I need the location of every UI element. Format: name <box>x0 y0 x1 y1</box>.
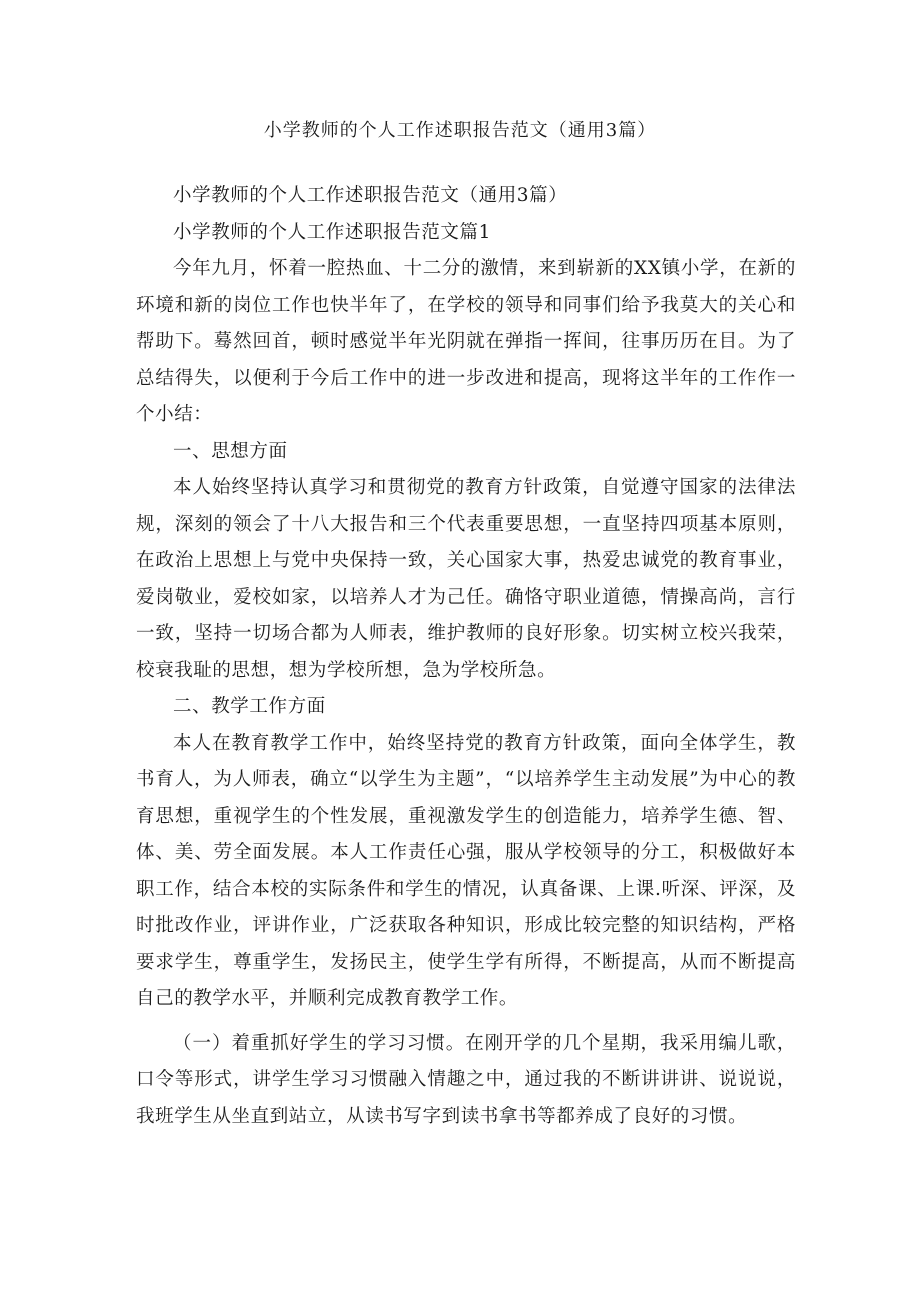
document-title: 小学教师的个人工作述职报告范文（通用3篇） <box>263 120 657 141</box>
body-paragraph: （一）着重抓好学生的学习习惯。在刚开学的几个星期，我采用编儿歌，口令等形式，讲学生学习习惯融入情趣之中，通过我的不断讲讲讲、说说说，我班学生从坐直到站立，从读书写字到读书拿书等都养成了良好的习惯。 <box>136 1032 796 1127</box>
body-paragraph: 本人始终坚持认真学习和贯彻党的教育方针政策，自觉遵守国家的法律法规，深刻的领会了十八大报告和三个代表重要思想，一直坚持四项基本原则，在政治上思想上与党中央保持一致，关心国家大事，热爱忠诚党的教育事业，爱岗敬业，爱校如家，以培养人才为己任。确恪守职业道德，情操高尚，言行一致，坚持一切场合都为人师表，维护教师的良好形象。切实树立校兴我荣，校衰我耻的思想，想为学校所想，急为学校所急。 <box>136 477 796 681</box>
section-heading-thought: 一、思想方面 <box>173 440 288 462</box>
section-heading-teaching: 二、教学工作方面 <box>173 696 326 717</box>
document-body <box>136 178 796 1135</box>
body-paragraph: 本人在教育教学工作中，始终坚持党的教育方针政策，面向全体学生，教书育人，为人师表，确立“以学生为主题”，“以培养学生主动发展”为中心的教育思想，重视学生的个性发展，重视激发学生的创造能力，培养学生德、智、体、美、劳全面发展。本人工作责任心强，服从学校领导的分工，积极做好本职工作，结合本校的实际条件和学生的情况，认真备课、上课.听深、评深，及时批改作业，评讲作业，广泛获取各种知识，形成比较完整的知识结构，严格要求学生，尊重学生，发扬民主，使学生学有所得，不断提高，从而不断提高自己的教学水平，并顺利完成教育教学工作。 <box>136 732 796 1009</box>
body-paragraph: 今年九月，怀着一腔热血、十二分的激情，来到崭新的XX镇小学，在新的环境和新的岗位工作也快半年了，在学校的领导和同事们给予我莫大的关心和帮助下。蓦然回首，顿时感觉半年光阴就在弹指一挥间，往事历历在目。为了总结得失，以便利于今后工作中的进一步改进和提高，现将这半年的工作作一个小结： <box>136 258 796 425</box>
section-heading-part-1: 小学教师的个人工作述职报告范文篇1 <box>173 221 491 243</box>
subtitle-paragraph: 小学教师的个人工作述职报告范文（通用3篇） <box>173 185 568 206</box>
